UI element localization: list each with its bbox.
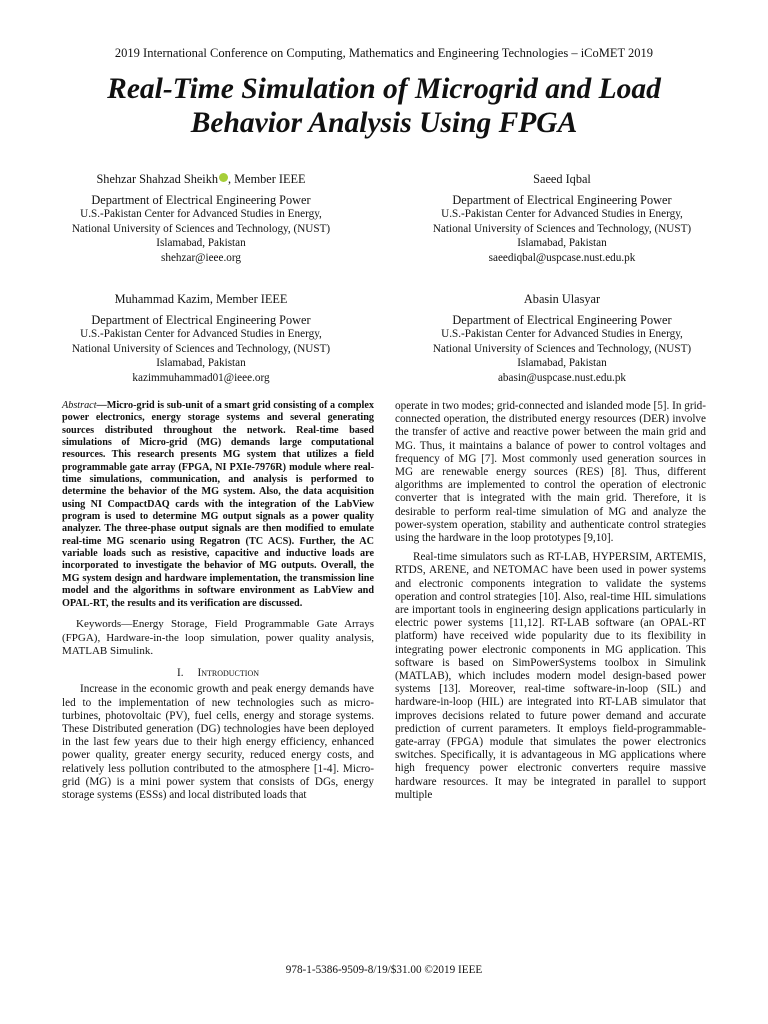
author-name: Muhammad Kazim — [114, 292, 210, 306]
section-number: I. — [176, 667, 184, 680]
author-university: National University of Sciences and Technology, (NUST) — [71, 342, 331, 355]
section-heading — [62, 667, 374, 680]
author-organization: U.S.-Pakistan Center for Advanced Studies in Energy, — [441, 208, 683, 220]
author-email[interactable]: abasin@uspcase.nust.edu.pk — [497, 371, 627, 384]
author-block-2 — [397, 172, 727, 265]
paper-title — [60, 72, 708, 140]
section-title: Introduction — [197, 667, 259, 680]
title-line-1: Real-Time Simulation of Microgrid and Load — [107, 73, 661, 105]
abstract — [62, 400, 374, 610]
author-email[interactable]: kazimmuhammad01@ieee.org — [132, 371, 270, 384]
author-email[interactable]: saeediqbal@uspcase.nust.edu.pk — [488, 251, 636, 264]
right-paragraph-1: operate in two modes; grid-connected and islanded mode [5]. In grid-connected operation, the distributed energy resources (DER) involve the transfer of active and reactive power between the main grid and MG. Thus, it maintains a balance of power to control voltages and frequency of MG [7]. Most commonly used generation sources in MG are renewable energy sources (RES) [8]. Thus, different algorithms are implemented to control the operation of electronic converter that is integrated with the main grid. Therefore, it is desirable to perform real-time simulation of MG and analyze the power-system operation, stability and authenticate control strategies using the hardware in the loop prototypes [9,10]. — [395, 400, 706, 545]
conference-header: 2019 International Conference on Computing, Mathematics and Engineering Technologies – iCoMET 2019 — [114, 46, 654, 60]
author-city: Islamabad, Pakistan — [156, 237, 246, 249]
left-column — [62, 400, 374, 802]
author-department: Department of Electrical Engineering Power — [452, 312, 672, 327]
intro-paragraph-1: Increase in the economic growth and peak energy demands have led to the implementation of new technologies such as micro-turbines, photovoltaic (PV), fuel cells, energy and storage systems. These Distributed generation (DG) technologies have been deployed in the last few years due to their high energy efficiency, enhanced power quality, greater energy security, reduced energy costs, and relatively less pollution contributed to the atmosphere [1-4]. Micro-grid (MG) is a mini power system that consists of DGs, energy storage systems (ESSs) and local distributed loads that — [62, 683, 374, 802]
author-university: National University of Sciences and Technology, (NUST) — [71, 222, 331, 235]
author-department: Department of Electrical Engineering Power — [91, 192, 311, 207]
orcid-icon[interactable] — [219, 173, 228, 182]
abstract-text: —Micro-grid is sub-unit of a smart grid consisting of a complex power electronics, energy storage systems and several generating sources distributed throughout the network. Real-time based simulations of Micro-grid (MG) demands large computational resources. This research presents MG system that utilizes a field programmable gate array (FPGA, NI PXIe-7976R) module where real-time simulations, communication, and analysis is performed to determine the behavior of the MG system. Also, the data acquisition using NI CompactDAQ cards with the integration of the LabView program is used to determine MG output signals as a power quality analyzer. The three-phase output signals are then modified to emulate real-time MG scenario using Regatron (TC ACS). Further, the AC variable loads such as resistive, capacitive and inductive loads are incorporated to investigate the behavior of MG outputs. Overall, the MG system design and hardware implementation, the transmission line model and the algorithms in software environment as LabView and OPAL-RT, the results and its verification are discussed. — [62, 400, 374, 609]
author-organization: U.S.-Pakistan Center for Advanced Studies in Energy, — [80, 328, 322, 340]
author-department: Department of Electrical Engineering Power — [91, 312, 311, 327]
author-block-1 — [36, 172, 366, 265]
title-line-2: Behavior Analysis Using FPGA — [190, 107, 578, 139]
author-organization: U.S.-Pakistan Center for Advanced Studies in Energy, — [80, 208, 322, 220]
author-city: Islamabad, Pakistan — [156, 357, 246, 369]
author-university: National University of Sciences and Technology, (NUST) — [432, 222, 692, 235]
author-block-3 — [36, 292, 366, 385]
right-column — [395, 400, 706, 802]
author-university: National University of Sciences and Technology, (NUST) — [432, 342, 692, 355]
author-name: Shehzar Shahzad Sheikh — [96, 172, 219, 186]
abstract-label: Abstract — [62, 400, 97, 411]
copyright-footer: 978-1-5386-9509-8/19/$31.00 ©2019 IEEE — [285, 964, 483, 976]
author-department: Department of Electrical Engineering Power — [452, 192, 672, 207]
author-city: Islamabad, Pakistan — [517, 357, 607, 369]
author-name: Abasin Ulasyar — [523, 292, 601, 306]
author-name: Saeed Iqbal — [533, 172, 591, 186]
author-membership: , Member IEEE — [228, 172, 306, 186]
keywords: Keywords—Energy Storage, Field Programmable Gate Arrays (FPGA), Hardware-in-the loop simulation, power quality analysis, MATLAB Simulink. — [62, 617, 374, 658]
author-email[interactable]: shehzar@ieee.org — [161, 251, 241, 264]
author-city: Islamabad, Pakistan — [517, 237, 607, 249]
author-block-4 — [397, 292, 727, 385]
right-paragraph-2: Real-time simulators such as RT-LAB, HYPERSIM, ARTEMIS, RTDS, ARENE, and NETOMAC have been used in power systems and electronic components integration to validate the systems operation and control strategies [10]. Also, real-time HIL simulations are important tools in engineering design applications particularly in electric power systems [11,12]. RT-LAB software (an OPAL-RT platform) have received wide popularity due to its flexibility in integrating power electronic components in MG application. This software is based on SimPowerSystems toolbox in Simulink (MATLAB), which includes modern model design-based power systems [13]. Moreover, real-time software-in-loop (SIL) and hardware-in-loop (HIL) are integrated into RT-LAB simulator that improves decisions related to future power demand and accurate prediction of current parameters. It employs field-programmable-gate-array (FPGA) module that simulates the power electronics switches. Specifically, it is advantageous in MG applications where high frequency power electronic converters require massive hardware resources. It may be integrated in parallel to support multiple — [395, 551, 706, 801]
author-organization: U.S.-Pakistan Center for Advanced Studies in Energy, — [441, 328, 683, 340]
author-membership: , Member IEEE — [209, 292, 288, 306]
